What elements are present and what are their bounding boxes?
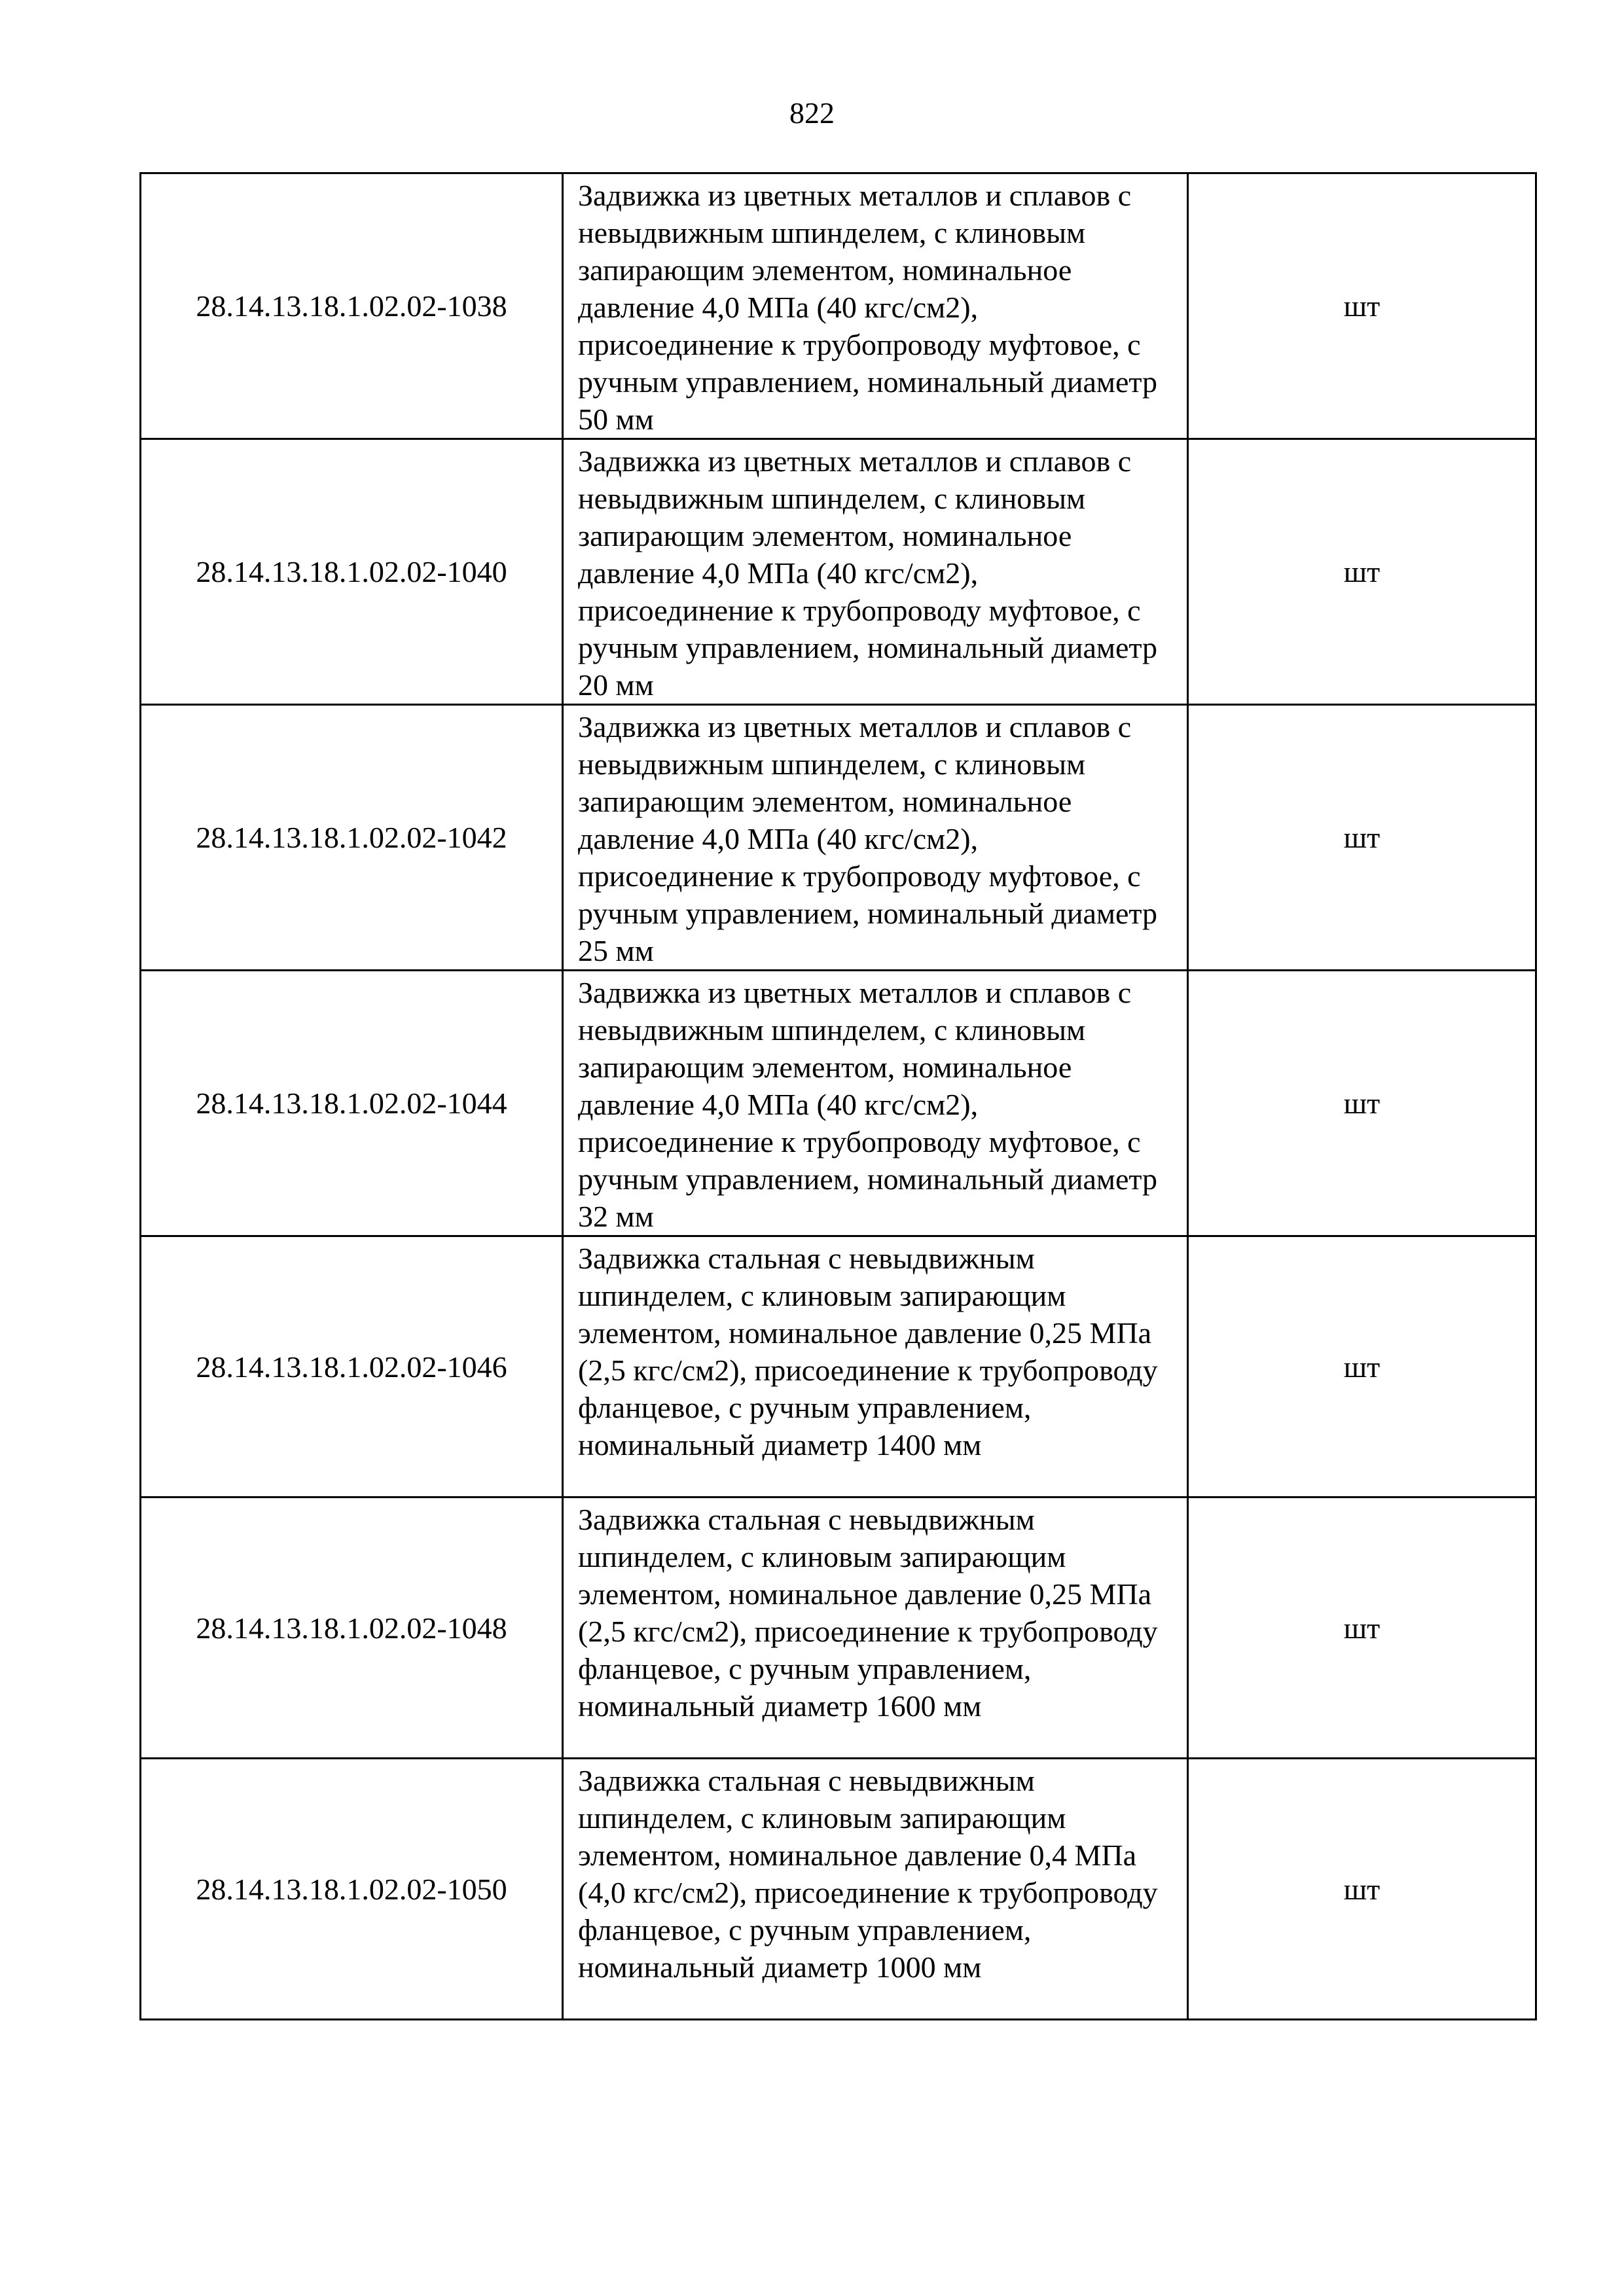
table-row (141, 971, 1536, 1236)
item-description: Задвижка из цветных металлов и сплавов с невыдвижным шпинделем, с клиновым запирающим элементом, номинальное давление 4,0 МПа (40 кгс/см2), присоединение к трубопроводу муфтовое, с ручным управлением, номинальный диаметр 20 мм (563, 439, 1188, 705)
item-code: 28.14.13.18.1.02.02-1048 (141, 1498, 563, 1759)
item-unit: шт (1188, 439, 1536, 705)
table-row (141, 439, 1536, 705)
item-unit: шт (1188, 705, 1536, 971)
item-code: 28.14.13.18.1.02.02-1046 (141, 1236, 563, 1498)
item-unit: шт (1188, 971, 1536, 1236)
table-row (141, 1498, 1536, 1759)
table-row (141, 1759, 1536, 2020)
item-code: 28.14.13.18.1.02.02-1040 (141, 439, 563, 705)
item-description: Задвижка стальная с невыдвижным шпинделем, с клиновым запирающим элементом, номинальное давление 0,25 МПа (2,5 кгс/см2), присоединение к трубопроводу фланцевое, с ручным управлением, номинальный диаметр 1400 мм (563, 1236, 1188, 1498)
table-row (141, 173, 1536, 439)
item-unit: шт (1188, 1236, 1536, 1498)
item-code: 28.14.13.18.1.02.02-1042 (141, 705, 563, 971)
items-table (139, 172, 1537, 2020)
item-code: 28.14.13.18.1.02.02-1044 (141, 971, 563, 1236)
page-number: 822 (789, 96, 835, 130)
item-unit: шт (1188, 1759, 1536, 2020)
item-unit: шт (1188, 173, 1536, 439)
item-unit: шт (1188, 1498, 1536, 1759)
item-code: 28.14.13.18.1.02.02-1050 (141, 1759, 563, 2020)
table-row (141, 1236, 1536, 1498)
item-code: 28.14.13.18.1.02.02-1038 (141, 173, 563, 439)
table-row (141, 705, 1536, 971)
item-description: Задвижка из цветных металлов и сплавов с невыдвижным шпинделем, с клиновым запирающим элементом, номинальное давление 4,0 МПа (40 кгс/см2), присоединение к трубопроводу муфтовое, с ручным управлением, номинальный диаметр 32 мм (563, 971, 1188, 1236)
item-description: Задвижка стальная с невыдвижным шпинделем, с клиновым запирающим элементом, номинальное давление 0,4 МПа (4,0 кгс/см2), присоединение к трубопроводу фланцевое, с ручным управлением, номинальный диаметр 1000 мм (563, 1759, 1188, 2020)
item-description: Задвижка стальная с невыдвижным шпинделем, с клиновым запирающим элементом, номинальное давление 0,25 МПа (2,5 кгс/см2), присоединение к трубопроводу фланцевое, с ручным управлением, номинальный диаметр 1600 мм (563, 1498, 1188, 1759)
item-description: Задвижка из цветных металлов и сплавов с невыдвижным шпинделем, с клиновым запирающим элементом, номинальное давление 4,0 МПа (40 кгс/см2), присоединение к трубопроводу муфтовое, с ручным управлением, номинальный диаметр 25 мм (563, 705, 1188, 971)
item-description: Задвижка из цветных металлов и сплавов с невыдвижным шпинделем, с клиновым запирающим элементом, номинальное давление 4,0 МПа (40 кгс/см2), присоединение к трубопроводу муфтовое, с ручным управлением, номинальный диаметр 50 мм (563, 173, 1188, 439)
